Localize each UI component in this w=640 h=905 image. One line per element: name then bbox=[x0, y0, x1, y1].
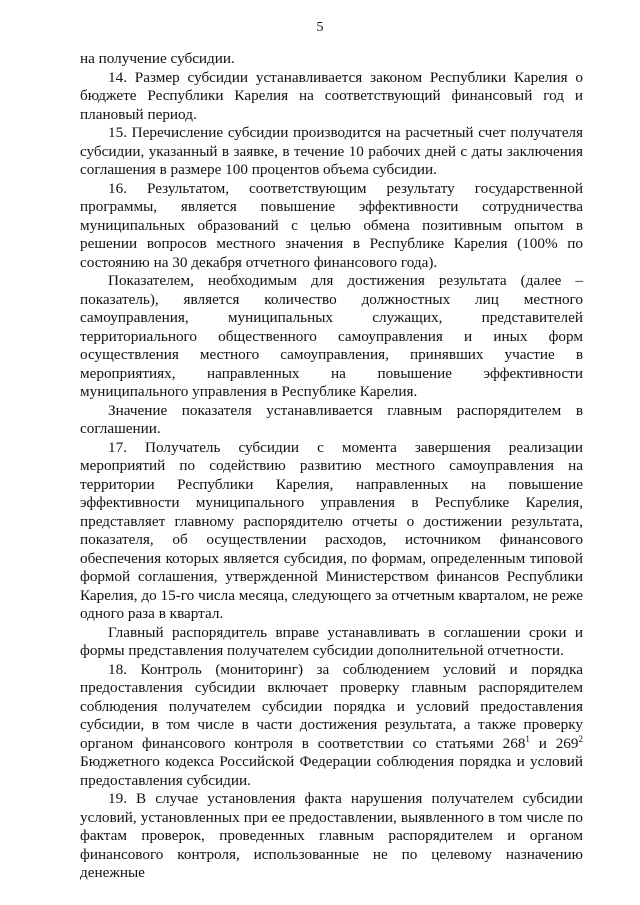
paragraph-18-text-middle: и 269 bbox=[529, 734, 579, 752]
page-number: 5 bbox=[316, 20, 324, 35]
paragraph-indicator: Показателем, необходимым для достижения результата (далее – показатель), является количество должностных лиц местного самоуправления, муниципальных служащих, представителей территориального общественного самоуправления и иных форм осуществления местного самоуправления, принявших участие в мероприятиях, направленных на повышение эффективности муниципального управления в Республике Карелия. bbox=[80, 272, 583, 400]
superscript-article-269: 2 bbox=[578, 733, 583, 744]
paragraph-additional-reporting: Главный распорядитель вправе устанавливать в соглашении сроки и формы представления получателем субсидии дополнительной отчетности. bbox=[80, 623, 583, 659]
paragraph-19: 19. В случае установления факта нарушения получателем субсидии условий, установленных при ее предоставлении, выявленного в том числе по фактам проверок, проведенных главным распорядителем и органом финансового контроля, использованные не по целевому назначению денежные bbox=[80, 790, 583, 881]
paragraph-18-text-end: Бюджетного кодекса Российской Федерации соблюдения порядка и условий предоставления субсидии. bbox=[80, 753, 583, 789]
paragraph-14: 14. Размер субсидии устанавливается законом Республики Карелия о бюджете Республики Карелия на соответствующий финансовый год и плановый период. bbox=[80, 68, 583, 123]
paragraph-16: 16. Результатом, соответствующим результату государственной программы, является повышение эффективности сотрудничества муниципальных образований с целью обмена позитивным опытом в решении вопросов местного значения в Республике Карелия (100% по состоянию на 30 декабря отчетного финансового года). bbox=[80, 179, 583, 271]
paragraph-continuation: на получение субсидии. bbox=[80, 50, 235, 67]
paragraph-15: 15. Перечисление субсидии производится на расчетный счет получателя субсидии, указанный в заявке, в течение 10 рабочих дней с даты заключения соглашения в размере 100 процентов объема субсидии. bbox=[80, 124, 583, 178]
paragraph-18 bbox=[80, 661, 583, 791]
superscript-article-268: 1 bbox=[525, 733, 530, 744]
paragraph-17: 17. Получатель субсидии с момента завершения реализации мероприятий по содействию развитию местного самоуправления на территории Республики Карелия, направленных на повышение эффективности муниципального управления в Республике Карелия, представляет главному распорядителю отчеты о достижении результата, показателя, об осуществлении расходов, источником финансового обеспечения которых является субсидия, по формам, определенным типовой формой соглашения, утвержденной Министерством финансов Республики Карелия, до 15-го числа месяца, следующего за отчетным кварталом, не реже одного раза в квартал. bbox=[80, 438, 583, 622]
paragraph-indicator-value: Значение показателя устанавливается главным распорядителем в соглашении. bbox=[80, 401, 583, 437]
document-body bbox=[80, 50, 583, 883]
paragraph-18-text-start: 18. Контроль (мониторинг) за соблюдением условий и порядка предоставления субсидии включает проверку главным распорядителем соблюдения получателем субсидии порядка и условий предоставления субсидии, в том числе в части достижения результата, а также проверку органом финансового контроля в соответствии со статьями 268 bbox=[80, 660, 583, 752]
